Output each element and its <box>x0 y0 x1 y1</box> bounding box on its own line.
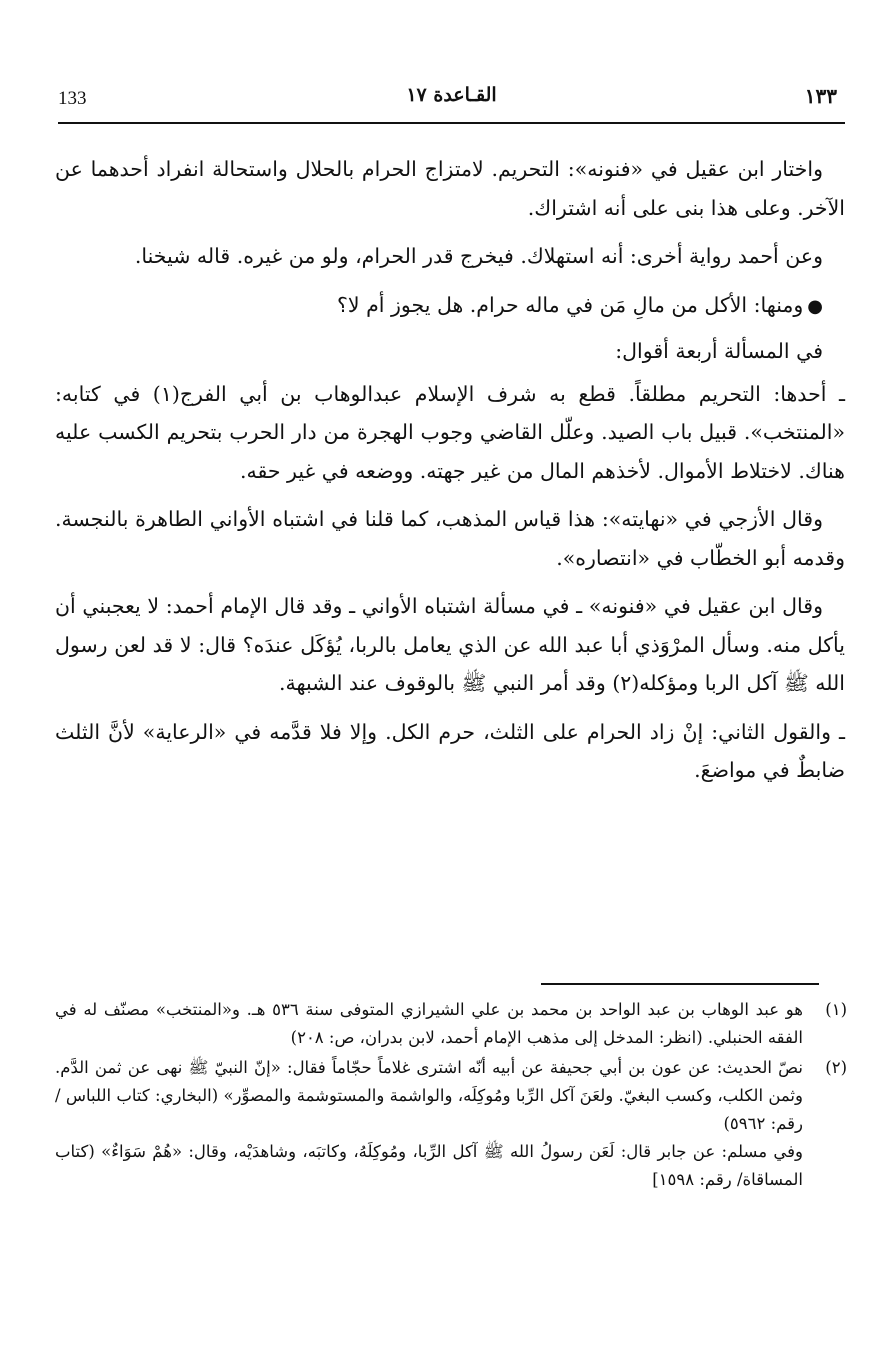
footnote-divider <box>541 983 819 985</box>
issue-heading <box>55 286 845 327</box>
paragraph-ibn-aqil-tahrim: واختار ابن عقيل في «فنونه»: التحريم. لامتزاج الحرام بالحلال واستحالة انفراد أحدهما عن الآخر. وعلى هذا بنى على أنه اشتراك. <box>55 157 845 220</box>
paragraph-first-opinion: ـ أحدها: التحريم مطلقاً. قطع به شرف الإسلام عبدالوهاب بن أبي الفرج(١) في كتابه: «المنتخب». قبيل باب الصيد. وعلّل القاضي وجوب الهجرة من دار الحرب بتحريم الكسب عليه هناك. لاختلاط الأموال. لأخذهم المال من غير جهته. ووضعه في غير حقه. <box>55 381 845 483</box>
bullet-icon: ● <box>807 295 823 317</box>
footnote-1 <box>55 996 847 1052</box>
footnote-text: هو عبد الوهاب بن عبد الواحد بن محمد بن علي الشيرازي المتوفى سنة ٥٣٦ هـ. و«المنتخب» مصنّف له في الفقه الحنبلي. (انظر: المدخل إلى مذهب الإمام أحمد، لابن بدران، ص: ٢٠٨) <box>55 1000 804 1047</box>
chapter-title: القـاعدة ١٧ <box>406 84 497 106</box>
footnote-2 <box>55 1054 847 1194</box>
paragraph-ahmad-riwaya: وعن أحمد رواية أخرى: أنه استهلاك. فيخرج قدر الحرام، ولو من غيره. قاله شيخنا. <box>134 244 823 268</box>
footnote-text: وفي مسلم: عن جابر قال: لَعَن رسولُ الله ﷺ آكل الرِّبا، ومُوكِلَهُ، وكاتبَه، وشاهدَيْه، وقال: «هُمْ سَوَاءٌ» (كتاب المساقاة/ رقم: ١٥٩٨] <box>55 1142 803 1189</box>
paragraph-ibn-aqil-funun: وقال ابن عقيل في «فنونه» ـ في مسألة اشتباه الأواني ـ وقد قال الإمام أحمد: لا يعجبني أن يأكل منه. وسأل المرْوَذي أبا عبد الله عن الذي يعامل بالربا، يُؤكَل عندَه؟ قال: لا قد لعن رسول الله ﷺ آكل الربا ومؤكله(٢) وقد أمر النبي ﷺ بالوقوف عند الشبهة. <box>55 594 845 695</box>
main-text <box>55 150 845 800</box>
paragraph-azaji: وقال الأزجي في «نهايته»: هذا قياس المذهب، كما قلنا في اشتباه الأواني الطاهرة بالنجسة. وقدمه أبو الخطّاب في «انتصاره». <box>55 507 845 570</box>
issue-heading-text: ومنها: الأكل من مالِ مَن في ماله حرام. هل يجوز أم لا؟ <box>337 292 804 317</box>
paragraph-four-opinions: في المسألة أربعة أقوال: <box>615 339 823 363</box>
footnote-number: (١) <box>825 1000 847 1019</box>
footnote-text: نصّ الحديث: عن عون بن أبي جحيفة عن أبيه أنّه اشترى غلاماً حجّاماً فقال: «إنّ النبيّ ﷺ نهى عن ثمن الدَّم. وثمن الكلب، وكسب البغيّ. ولعَنَ آكل الرِّبا ومُوكِلَه، والواشمة والمستوشمة والمصوِّر» (البخاري: كتاب اللباس / رقم: ٥٩٦٢) <box>55 1058 803 1133</box>
paragraph-second-opinion: ـ والقول الثاني: إنْ زاد الحرام على الثلث، حرم الكل. وإلا فلا قدَّمه في «الرعاية» لأنَّ الثلث ضابطٌ في مواضعَ. <box>55 719 845 782</box>
page-number-latin: 133 <box>58 88 87 109</box>
page-number-arabic: ١٣٣ <box>804 84 837 108</box>
running-header <box>58 84 845 120</box>
header-divider <box>58 122 845 124</box>
footnote-number: (٢) <box>825 1058 847 1077</box>
footnotes <box>55 996 847 1196</box>
